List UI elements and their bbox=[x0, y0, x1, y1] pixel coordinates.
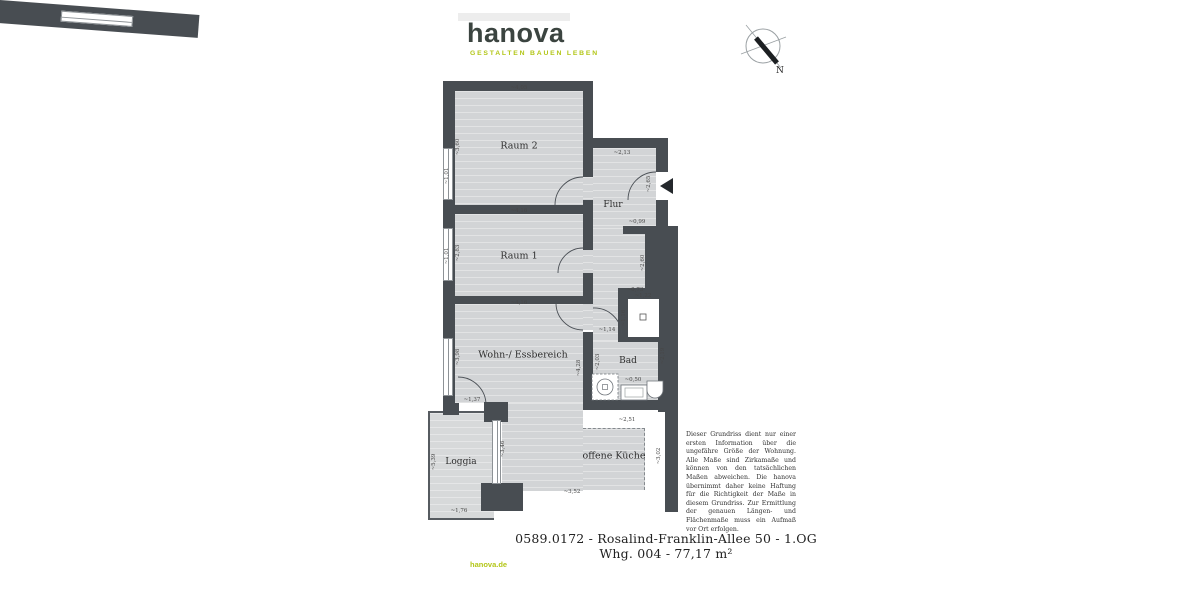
room-label-raum2: Raum 2 bbox=[500, 140, 538, 152]
north-label: N bbox=[776, 66, 784, 76]
dimension-label: ~2,51 bbox=[618, 417, 636, 423]
dimension-label: ~2,19 bbox=[660, 347, 666, 365]
dimension-label: ~1,37 bbox=[463, 397, 481, 403]
dimension-label: ~4,16 bbox=[510, 208, 528, 214]
website-link[interactable]: hanova.de bbox=[470, 560, 508, 569]
dimension-label: ~3,46 bbox=[500, 440, 506, 458]
dimension-label: ~1,14 bbox=[598, 327, 616, 333]
dimension-label: ~4,05 bbox=[510, 85, 528, 91]
compass-icon bbox=[741, 25, 786, 76]
dimension-label: ~1,16 bbox=[621, 309, 627, 327]
door-arc-wohn bbox=[556, 303, 583, 330]
dimension-label: ~2,65 bbox=[646, 175, 652, 193]
dimension-label: ~3,98 bbox=[455, 348, 461, 366]
dimension-label: ~1,22 bbox=[634, 293, 652, 299]
room-label-flur: Flur bbox=[603, 200, 623, 210]
shaft-symbol bbox=[640, 314, 646, 320]
dimension-label: ~4,16 bbox=[510, 300, 528, 306]
dimension-label: ~1,76 bbox=[450, 508, 468, 514]
shower-icon bbox=[592, 374, 618, 400]
entrance-arrow-icon bbox=[660, 178, 673, 194]
dimension-label: ~3,60 bbox=[455, 138, 461, 156]
plan-caption: 0589.0172 - Rosalind-Franklin-Allee 50 - 1.OG Whg. 004 - 77,17 m² bbox=[515, 531, 817, 561]
door-arc-raum2 bbox=[555, 177, 583, 205]
room-label-wohn-essbereich: Wohn-/ Essbereich bbox=[478, 349, 568, 361]
room-label-raum1: Raum 1 bbox=[500, 250, 538, 262]
dimension-label: ~3,02 bbox=[656, 447, 662, 465]
dimension-label: ~0,50 bbox=[624, 377, 642, 383]
dimension-label: ~2,13 bbox=[613, 150, 631, 156]
disclaimer-text: Dieser Grundriss dient nur einer ersten Information über die ungefähre Größe der Wohnung. Alle Maße sind Zirkamaße und können von den tatsächlichen Maßen abweichen. Die hanova übernimmt daher keine Haftung für die Richtigkeit der Maße in diesem Grundriss. Zur Ermittlung der genauen Längen- und Flächenmaße muss ein Aufmaß vor Ort erfolgen. bbox=[686, 431, 796, 533]
dimension-label: ~0,73 bbox=[626, 287, 644, 293]
dimension-label: ~4,28 bbox=[576, 359, 582, 377]
dimension-label: ~0,99 bbox=[628, 219, 646, 225]
door-arc-raum1 bbox=[558, 248, 583, 273]
room-label-loggia: Loggia bbox=[445, 457, 477, 467]
dimension-label: ~2,03 bbox=[595, 353, 601, 371]
hanova-logo: hanova bbox=[467, 18, 565, 48]
toilet-icon bbox=[647, 381, 663, 398]
dimension-label: ~1,01 bbox=[444, 167, 450, 185]
room-label-bad: Bad bbox=[619, 356, 637, 366]
dimension-label: ~1,01 bbox=[444, 247, 450, 265]
dimension-label: ~2,60 bbox=[640, 254, 646, 272]
dimension-label: ~3,52 bbox=[563, 489, 581, 495]
logo-tagline: GESTALTEN BAUEN LEBEN bbox=[470, 50, 599, 57]
dimension-label: ~2,83 bbox=[455, 244, 461, 262]
room-label-offene-kueche: offene Küche bbox=[582, 450, 646, 462]
dimension-label: ~5,39 bbox=[431, 453, 437, 471]
